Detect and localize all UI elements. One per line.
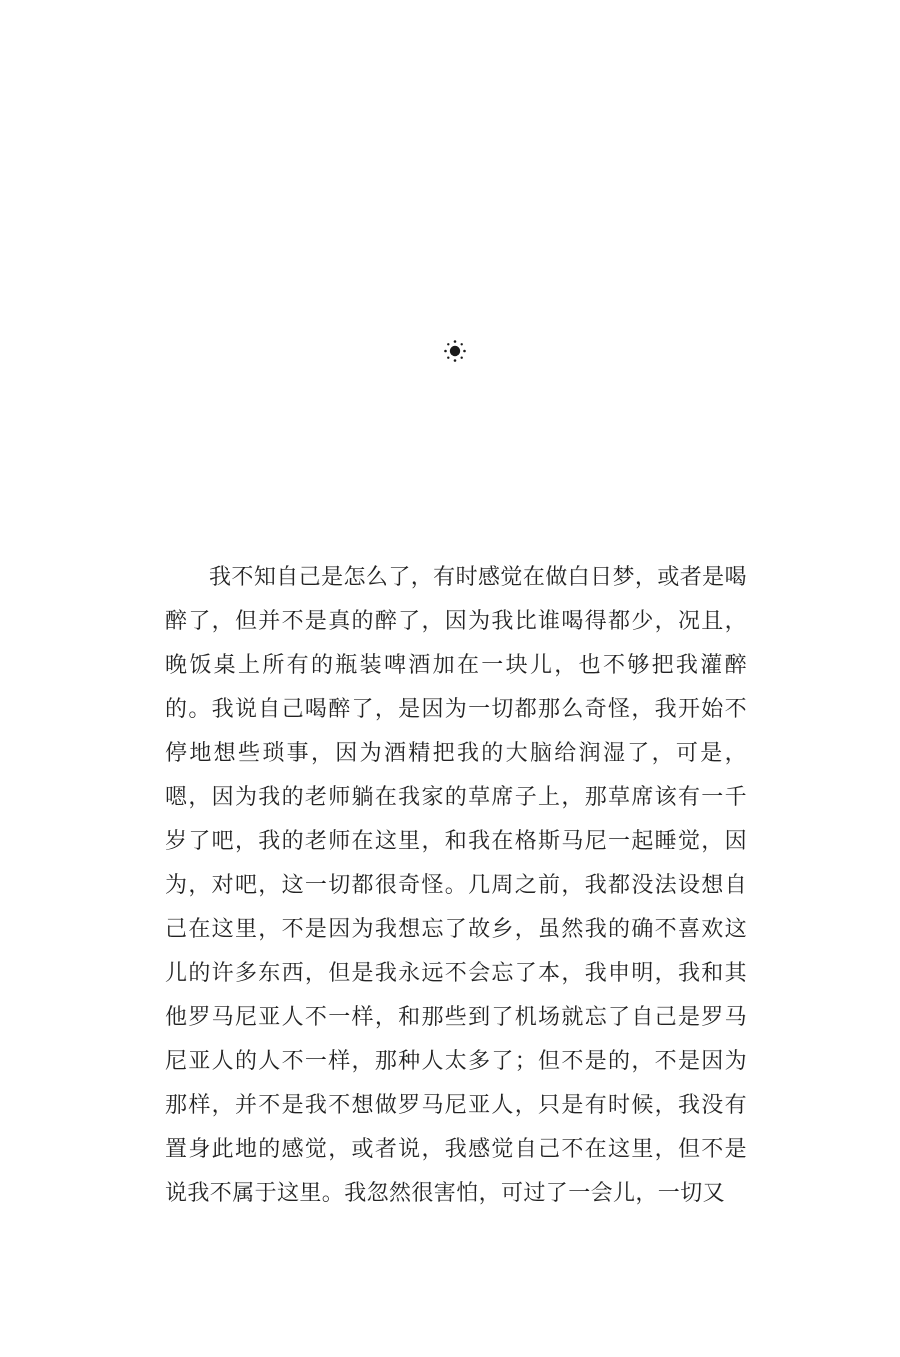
sun-ornament-svg bbox=[440, 336, 470, 366]
sun-ornament-icon bbox=[440, 336, 470, 366]
body-paragraph: 我不知自己是怎么了，有时感觉在做白日梦，或者是喝醉了，但并不是真的醉了，因为我比谁喝得都少，况且，晚饭桌上所有的瓶装啤酒加在一块儿，也不够把我灌醉的。我说自己喝醉了，是因为一切都那么奇怪，我开始不停地想些琐事，因为酒精把我的大脑给润湿了，可是，嗯，因为我的老师躺在我家的草席子上，那草席该有一千岁了吧，我的老师在这里，和我在格斯马尼一起睡觉，因为，对吧，这一切都很奇怪。几周之前，我都没法设想自己在这里，不是因为我想忘了故乡，虽然我的确不喜欢这儿的许多东西，但是我永远不会忘了本，我申明，我和其他罗马尼亚人不一样，和那些到了机场就忘了自己是罗马尼亚人的人不一样，那种人太多了；但不是的，不是因为那样，并不是我不想做罗马尼亚人，只是有时候，我没有置身此地的感觉，或者说，我感觉自己不在这里，但不是说我不属于这里。我忽然很害怕，可过了一会儿，一切又 bbox=[165, 565, 747, 1206]
